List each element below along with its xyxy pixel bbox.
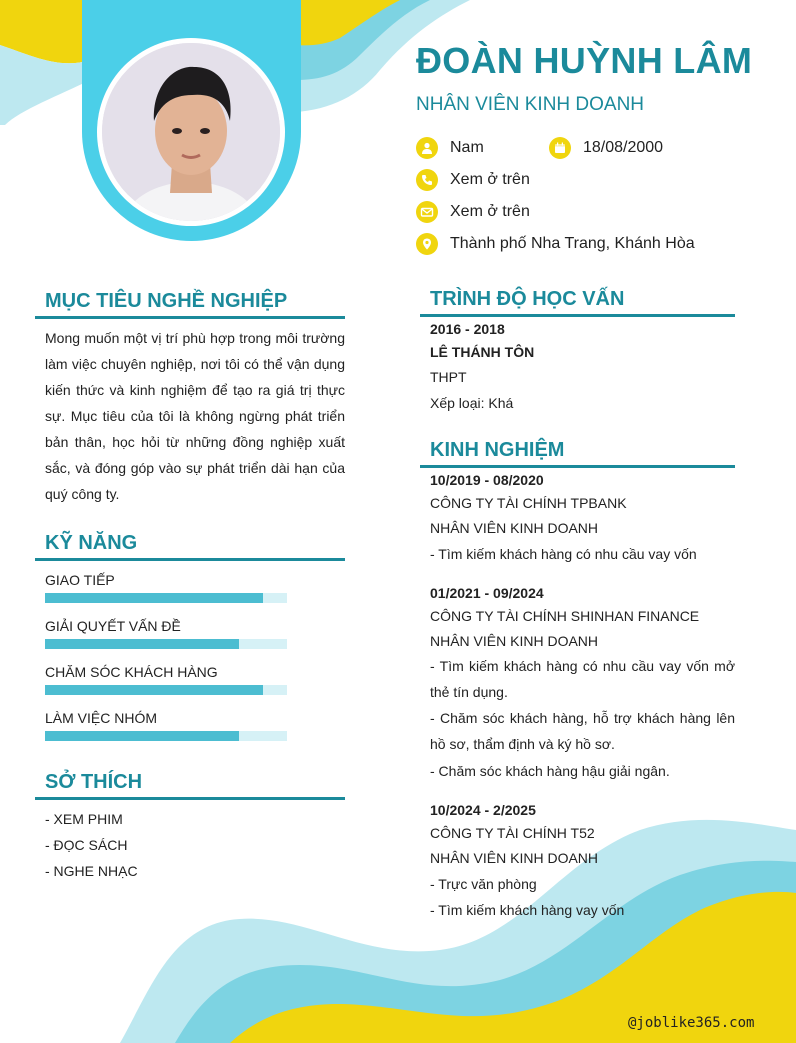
candidate-role: NHÂN VIÊN KINH DOANH bbox=[416, 94, 645, 115]
job-period: 01/2021 - 09/2024 bbox=[430, 585, 544, 601]
profile-photo-frame bbox=[97, 38, 285, 226]
hobby-item: - NGHE NHẠC bbox=[45, 863, 138, 879]
skill-bar-fill bbox=[45, 593, 263, 603]
skill-label: LÀM VIỆC NHÓM bbox=[45, 710, 158, 726]
job-duty: - Tìm kiếm khách hàng có nhu cầu vay vốn mở thẻ tín dụng. bbox=[430, 658, 735, 700]
job-company: CÔNG TY TÀI CHÍNH T52 bbox=[430, 825, 595, 841]
objective-divider bbox=[35, 316, 345, 319]
location-pin-icon bbox=[416, 233, 438, 255]
hobbies-title: SỞ THÍCH bbox=[45, 771, 143, 793]
hobby-item: - XEM PHIM bbox=[45, 811, 123, 827]
skill-bar-fill bbox=[45, 731, 239, 741]
footer-watermark: @joblike365.com bbox=[628, 1015, 755, 1031]
education-school: LÊ THÁNH TÔN bbox=[430, 344, 535, 360]
skill-label: GIẢI QUYẾT VẤN ĐỀ bbox=[45, 618, 181, 634]
calendar-icon bbox=[549, 137, 571, 159]
info-birthdate bbox=[549, 137, 663, 159]
job-period: 10/2019 - 08/2020 bbox=[430, 472, 544, 488]
skill-bar-track bbox=[45, 593, 287, 603]
objective-title: MỤC TIÊU NGHỀ NGHIỆP bbox=[45, 290, 288, 312]
email-value: Xem ở trên bbox=[450, 203, 530, 220]
job-duty: - Tìm kiếm khách hàng có nhu cầu vay vốn bbox=[430, 546, 697, 562]
skills-title: KỸ NĂNG bbox=[45, 532, 138, 554]
job-position: NHÂN VIÊN KINH DOANH bbox=[430, 850, 599, 866]
phone-icon bbox=[416, 169, 438, 191]
skill-label: CHĂM SÓC KHÁCH HÀNG bbox=[45, 664, 218, 680]
address-value: Thành phố Nha Trang, Khánh Hòa bbox=[450, 235, 695, 252]
skill-bar-track bbox=[45, 685, 287, 695]
job-company: CÔNG TY TÀI CHÍNH TPBANK bbox=[430, 495, 627, 511]
birthdate-value: 18/08/2000 bbox=[583, 139, 664, 156]
user-icon bbox=[416, 137, 438, 159]
info-phone bbox=[416, 169, 530, 191]
job-duty: - Chăm sóc khách hàng hậu giải ngân. bbox=[430, 763, 670, 779]
job-position: NHÂN VIÊN KINH DOANH bbox=[430, 633, 599, 649]
job-period: 10/2024 - 2/2025 bbox=[430, 802, 536, 818]
info-email bbox=[416, 201, 530, 223]
skill-bar-track bbox=[45, 639, 287, 649]
objective-text: Mong muốn một vị trí phù hợp trong môi trường làm việc chuyên nghiệp, nơi tôi có thể vận dụng kiến thức và kinh nghiệm để tạo ra giá trị thực sự. Mục tiêu của tôi là không ngừng phát triển bản thân, học hỏi từ những đồng nghiệp xuất sắc, và đóng góp vào sự phát triển dài hạn của quý công ty. bbox=[45, 330, 345, 502]
experience-divider bbox=[420, 465, 735, 468]
skill-label: GIAO TIẾP bbox=[45, 572, 115, 588]
hobby-item: - ĐỌC SÁCH bbox=[45, 837, 128, 853]
person-portrait-icon bbox=[102, 43, 280, 221]
job-position: NHÂN VIÊN KINH DOANH bbox=[430, 520, 599, 536]
education-divider bbox=[420, 314, 735, 317]
candidate-name: ĐOÀN HUỲNH LÂM bbox=[416, 40, 753, 81]
skill-bar-fill bbox=[45, 685, 263, 695]
phone-value: Xem ở trên bbox=[450, 171, 530, 188]
skill-bar-track bbox=[45, 731, 287, 741]
gender-value: Nam bbox=[450, 139, 484, 156]
job-duty: - Trực văn phòng bbox=[430, 876, 537, 892]
job-duty: - Chăm sóc khách hàng, hỗ trợ khách hàng lên hồ sơ, thẩm định và ký hồ sơ. bbox=[430, 710, 735, 752]
hobbies-divider bbox=[35, 797, 345, 800]
job-duty: - Tìm kiếm khách hàng vay vốn bbox=[430, 902, 625, 918]
education-title: TRÌNH ĐỘ HỌC VẤN bbox=[430, 288, 625, 310]
education-level: THPT bbox=[430, 369, 467, 385]
info-gender bbox=[416, 137, 484, 159]
profile-photo bbox=[102, 43, 280, 221]
info-address bbox=[416, 233, 695, 255]
skills-divider bbox=[35, 558, 345, 561]
education-period: 2016 - 2018 bbox=[430, 321, 505, 337]
education-grade: Xếp loại: Khá bbox=[430, 395, 514, 411]
job-company: CÔNG TY TÀI CHÍNH SHINHAN FINANCE bbox=[430, 608, 700, 624]
mail-icon bbox=[416, 201, 438, 223]
experience-title: KINH NGHIỆM bbox=[430, 439, 565, 461]
skill-bar-fill bbox=[45, 639, 239, 649]
